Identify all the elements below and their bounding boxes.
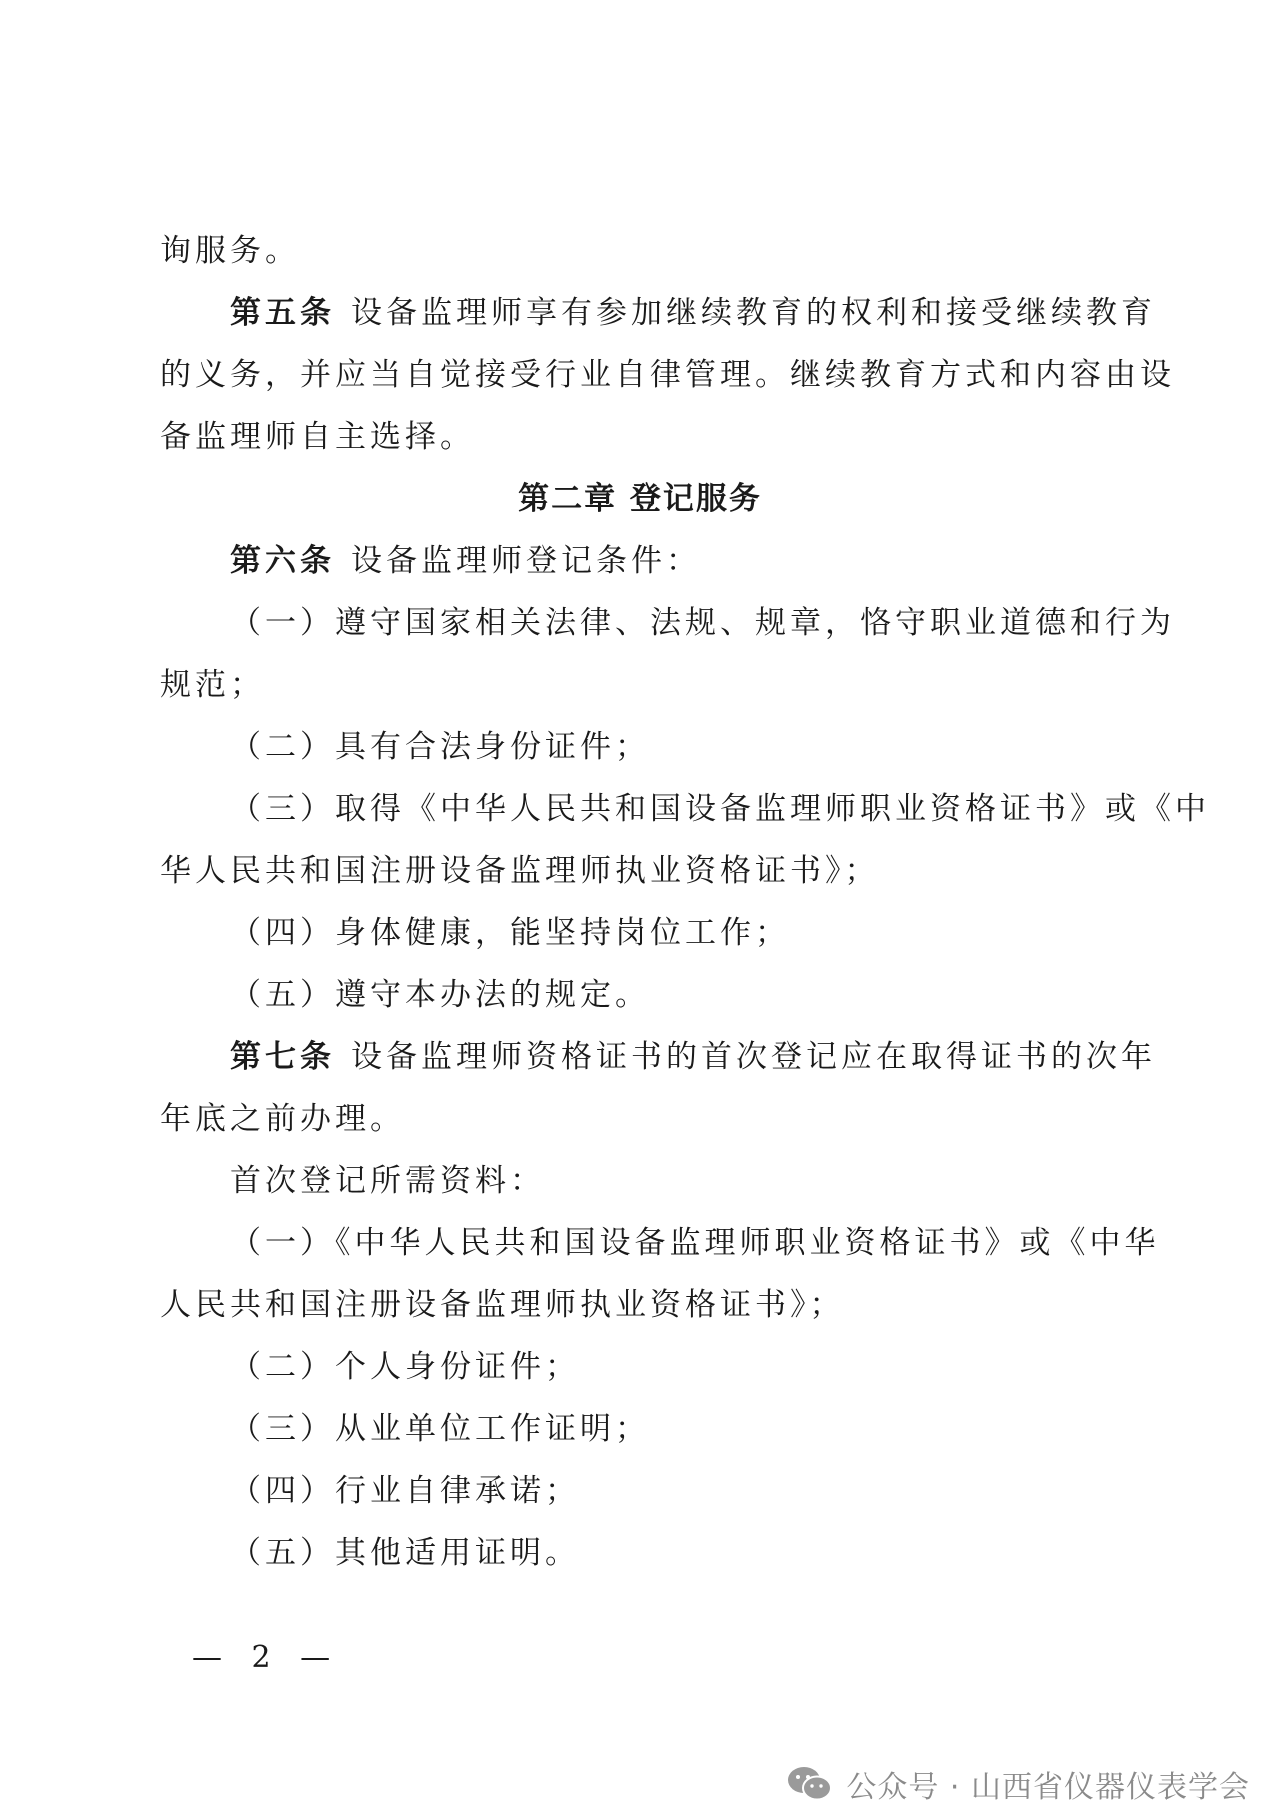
text-line: 询服务。 (160, 233, 300, 269)
text-line: 备监理师自主选择。 (160, 419, 475, 455)
article-7-paragraph: 第七条 设备监理师资格证书的首次登记应在取得证书的次年 (230, 1039, 1156, 1075)
article-heading: 第七条 (230, 1039, 335, 1075)
text-line: 首次登记所需资料： (230, 1163, 545, 1199)
list-item: （四）行业自律承诺； (230, 1473, 580, 1509)
text-line: 规范； (160, 667, 265, 703)
text-line: 华人民共和国注册设备监理师执业资格证书》； (160, 853, 880, 889)
list-item: （二）具有合法身份证件； (230, 729, 650, 765)
chapter-title: 第二章 登记服务 (518, 481, 762, 517)
list-item: （三）从业单位工作证明； (230, 1411, 650, 1447)
list-item: （四）身体健康，能坚持岗位工作； (230, 915, 790, 951)
list-item: （五）遵守本办法的规定。 (230, 977, 650, 1013)
article-heading: 第六条 (230, 543, 335, 579)
wechat-icon (786, 1765, 834, 1803)
watermark (786, 1762, 1250, 1806)
list-item: （二）个人身份证件； (230, 1349, 580, 1385)
article-6-paragraph: 第六条 设备监理师登记条件： (230, 543, 701, 579)
text-line: 年底之前办理。 (160, 1101, 405, 1137)
text-line: 的义务，并应当自觉接受行业自律管理。继续教育方式和内容由设 (160, 357, 1175, 393)
list-item: （一）《中华人民共和国设备监理师职业资格证书》或《中华 (230, 1225, 1160, 1261)
watermark-text: 公众号 · 山西省仪器仪表学会 (846, 1770, 1250, 1805)
text-line: 人民共和国注册设备监理师执业资格证书》； (160, 1287, 845, 1323)
list-item: （五）其他适用证明。 (230, 1535, 580, 1571)
list-item: （三）取得《中华人民共和国设备监理师职业资格证书》或《中 (230, 791, 1210, 827)
list-item: （一）遵守国家相关法律、法规、规章，恪守职业道德和行为 (230, 605, 1175, 641)
article-5-paragraph: 第五条 设备监理师享有参加继续教育的权利和接受继续教育 (230, 295, 1156, 331)
article-heading: 第五条 (230, 295, 335, 331)
page-number: — 2 — (192, 1640, 341, 1675)
